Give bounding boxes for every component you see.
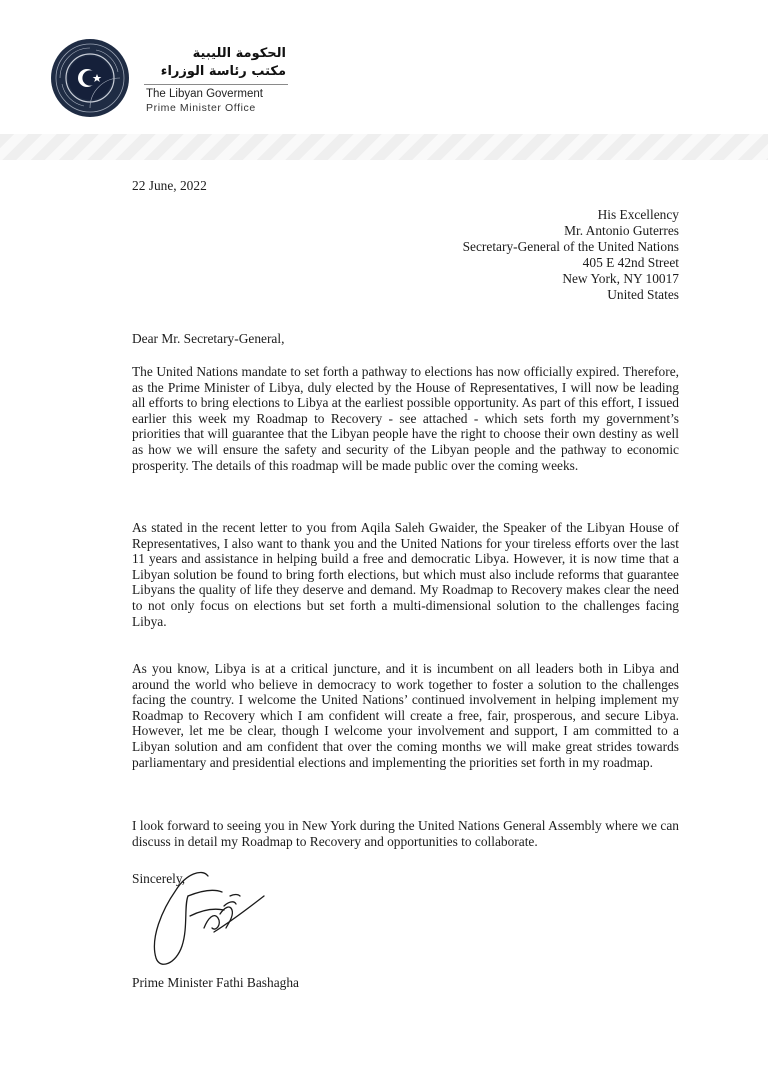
office-name: Prime Minister Office (146, 102, 256, 114)
org-name: The Libyan Goverment (146, 88, 263, 100)
recipient-line: Secretary-General of the United Nations (462, 239, 679, 254)
arabic-office-title: مكتب رئاسة الوزراء (160, 64, 286, 79)
recipient-line: Mr. Antonio Guterres (564, 223, 679, 238)
arabic-government-title: الحكومة الليبية (192, 46, 286, 61)
salutation: Dear Mr. Secretary-General, (132, 331, 285, 346)
body-paragraph-4: I look forward to seeing you in New York during the United Nations General Assembly where we can discuss in detail my Roadmap to Recovery and opportunities to collaborate. (132, 818, 679, 849)
government-seal-logo (50, 38, 130, 118)
recipient-line: 405 E 42nd Street (582, 255, 679, 270)
closing: Sincerely, (132, 871, 186, 886)
recipient-line: New York, NY 10017 (562, 271, 679, 286)
recipient-address (463, 207, 679, 303)
recipient-line: His Excellency (597, 207, 679, 222)
letter-date: 22 June, 2022 (132, 178, 207, 193)
decorative-banner (0, 134, 768, 160)
body-paragraph-1: The United Nations mandate to set forth a pathway to elections has now officially expired. Therefore, as the Prime Minister of Libya, duly elected by the House of Representatives, I will now be leading all efforts to bring elections to Libya at the earliest possible opportunity. As part of this effort, I issued earlier this week my Roadmap to Recovery - see attached - which sets forth my government’s priorities that will guarantee that the Libyan people have the right to choose their own destiny as well as how we will ensure the safety and security of the Libyan people and the pathway to economic prosperity. The details of this roadmap will be made public over the coming weeks. (132, 364, 679, 473)
header-divider (144, 84, 288, 85)
body-paragraph-2: As stated in the recent letter to you from Aqila Saleh Gwaider, the Speaker of the Libyan House of Representatives, I also want to thank you and the United Nations for your tireless efforts over the last 11 years and assistance in helping build a free and democratic Libya. However, it is now time that a Libyan solution be found to bring forth elections, but which must also include reforms that guarantee Libyans the quality of life they deserve and demand. My Roadmap to Recovery makes clear the need to not only focus on elections but set forth a multi-dimensional solution to the challenges facing Libya. (132, 520, 679, 629)
handwritten-signature (138, 866, 278, 972)
recipient-line: United States (607, 287, 679, 302)
signer-name: Prime Minister Fathi Bashagha (132, 975, 299, 990)
body-paragraph-3: As you know, Libya is at a critical juncture, and it is incumbent on all leaders both in Libya and around the world who believe in democracy to work together to foster a solution to the challenges facing the country. I welcome the United Nations’ continued involvement in helping implement my Roadmap to Recovery which I am confident will create a free, fair, prosperous, and secure Libya. However, let me be clear, though I welcome your involvement and support, I am committed to a Libyan solution and am confident that over the coming months we will make great strides towards parliamentary and presidential elections and implementing the priorities set forth in my roadmap. (132, 661, 679, 770)
